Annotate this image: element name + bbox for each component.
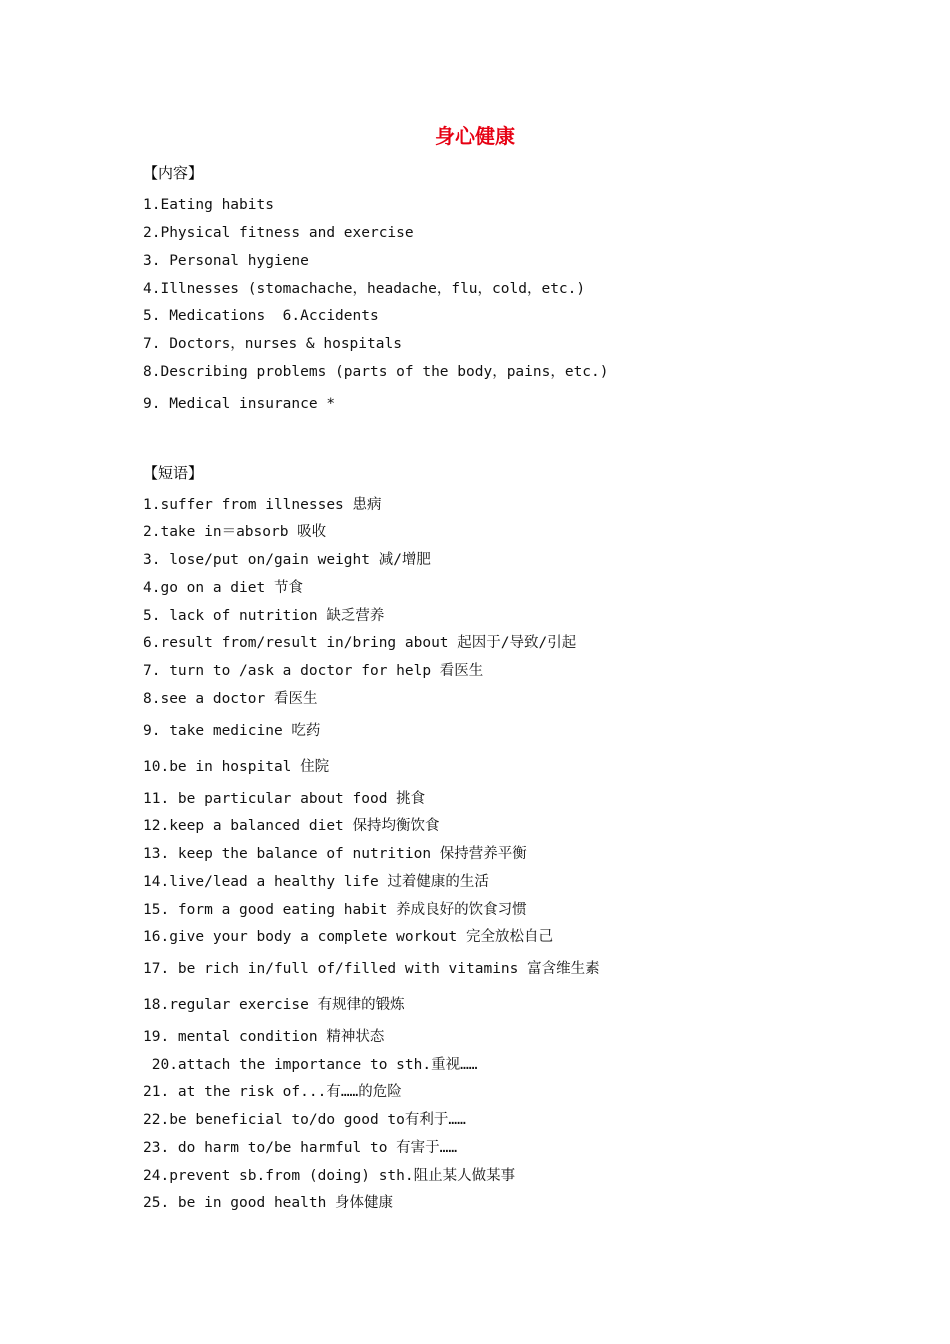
phrase-item: 9. take medicine 吃药 [143, 723, 321, 739]
contents-item: 4.Illnesses (stomachache，headache，flu，cold，etc.) [143, 281, 586, 297]
phrase-item: 15. form a good eating habit 养成良好的饮食习惯 [143, 902, 527, 918]
phrase-item: 20.attach the importance to sth.重视…… [143, 1057, 478, 1073]
phrase-item: 16.give your body a complete workout 完全放松自己 [143, 929, 553, 945]
contents-item: 2.Physical fitness and exercise [143, 225, 414, 241]
phrase-item: 17. be rich in/full of/filled with vitamins 富含维生素 [143, 961, 600, 977]
phrase-item: 5. lack of nutrition 缺乏营养 [143, 608, 385, 624]
contents-item: 7. Doctors，nurses & hospitals [143, 336, 402, 352]
phrase-item: 2.take in＝absorb 吸收 [143, 524, 327, 540]
phrase-item: 3. lose/put on/gain weight 减/增肥 [143, 552, 431, 568]
phrase-item: 21. at the risk of...有……的危险 [143, 1084, 402, 1100]
phrase-item: 4.go on a diet 节食 [143, 580, 303, 596]
contents-item: 9. Medical insurance * [143, 396, 336, 412]
phrase-item: 7. turn to /ask a doctor for help 看医生 [143, 663, 484, 679]
phrase-item: 8.see a doctor 看医生 [143, 691, 318, 707]
contents-item: 8.Describing problems (parts of the body，pains，etc.) [143, 364, 609, 380]
phrase-item: 19. mental condition 精神状态 [143, 1029, 385, 1045]
phrase-item: 23. do harm to/be harmful to 有害于…… [143, 1140, 458, 1156]
phrases-heading: 【短语】 [143, 464, 204, 482]
phrase-item: 11. be particular about food 挑食 [143, 791, 426, 807]
phrase-item: 22.be beneficial to/do good to有利于…… [143, 1112, 466, 1128]
phrase-item: 25. be in good health 身体健康 [143, 1195, 394, 1211]
phrase-item: 10.be in hospital 住院 [143, 759, 330, 775]
phrase-item: 24.prevent sb.from (doing) sth.阻止某人做某事 [143, 1168, 516, 1184]
phrase-item: 13. keep the balance of nutrition 保持营养平衡 [143, 846, 527, 862]
contents-heading: 【内容】 [143, 164, 204, 182]
phrase-item: 14.live/lead a healthy life 过着健康的生活 [143, 874, 489, 890]
phrase-item: 12.keep a balanced diet 保持均衡饮食 [143, 818, 440, 834]
contents-item: 1.Eating habits [143, 197, 274, 213]
contents-item: 5. Medications 6.Accidents [143, 308, 379, 324]
page-title: 身心健康 [435, 124, 515, 148]
contents-item: 3. Personal hygiene [143, 253, 309, 269]
phrase-item: 18.regular exercise 有规律的锻炼 [143, 997, 405, 1013]
phrase-item: 6.result from/result in/bring about 起因于/导致/引起 [143, 635, 577, 651]
phrase-item: 1.suffer from illnesses 患病 [143, 497, 382, 513]
